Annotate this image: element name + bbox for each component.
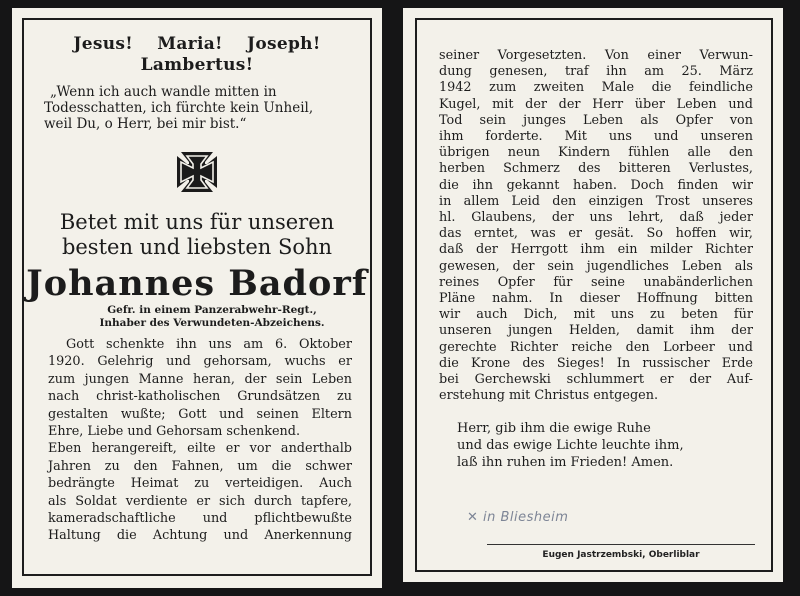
eulogy-line: wir auch Dich, mit uns zu beten für [439,307,753,323]
biography-line: zum jungen Manne heran, der sein Leben [48,371,352,387]
eulogy-line: seiner Vorgesetzten. Von einer Verwun- [439,48,753,63]
memorial-card-left [12,8,382,588]
biography-line: kameradschaftliche und pflichtbewußte [48,511,352,527]
prayer-line: und das ewige Lichte leuchte ihm, [457,438,684,454]
eulogy-line: dung genesen, traf ihn am 25. März [439,64,753,80]
rank-line: Gefr. in einem Panzerabwehr-Regt., [107,304,317,316]
prayer-line: Herr, gib ihm die ewige Ruhe [457,421,651,437]
psalm-line: Todesschatten, ich fürchte kein Unheil, [44,100,314,116]
iron-cross-icon [24,148,370,196]
invocation-name: Jesus! [73,34,134,54]
military-rank [24,304,370,330]
invocation-names [24,34,370,55]
invocation-saint: Lambertus! [140,55,254,75]
psalm-line: weil Du, o Herr, bei mir bist.“ [44,116,247,132]
invocation-name: Maria! [157,34,223,54]
biography-line: gestalten wußte; Gott und seinen Eltern [48,406,352,422]
eulogy-line: erstehung mit Christus entgegen. [439,388,659,404]
eulogy-line: gerechte Richter reiche den Lorbeer und [439,339,753,355]
eulogy-line: das erntet, was er gesät. So hoffen wir, [439,226,753,242]
deceased-name: Johannes Badorf [26,263,368,304]
eulogy-line: Kugel, mit der der Herr über Leben und [439,96,753,112]
eulogy-line: gewesen, der sein jugendliches Leben als [439,258,753,274]
biography-line: Gott schenkte ihn uns am 6. Oktober [66,337,352,352]
printer-imprint: Eugen Jastrzembski, Oberliblar [542,550,700,560]
biography-line: 1920. Gelehrig und gehorsam, wuchs er [48,354,352,370]
memorial-card-right [403,8,783,582]
psalm-quote [24,76,370,132]
rank-line: Inhaber des Verwundeten-Abzeichens. [99,317,325,329]
printer-divider [487,544,755,545]
biography-line: Jahren zu den Fahnen, um die schwer [48,458,352,474]
handwritten-note: ✕ in Bliesheim [467,510,569,525]
eulogy-line: Pläne nahm. In dieser Hoffnung bitten [439,291,753,307]
eulogy-line: die Krone des Sieges! In russischer Erde [439,355,753,371]
eulogy-line: hl. Glaubens, der uns lehrt, daß jeder [439,210,753,226]
prayer-request-line: Betet mit uns für unseren [59,210,335,234]
eulogy-line: daß der Herrgott ihm ein milder Richter [439,242,753,258]
eulogy-line: in allem Leid den einzigen Trost unseres [439,193,753,209]
eulogy-line: herben Schmerz des bitteren Verlustes, [439,161,753,177]
eulogy-line: Tod sein junges Leben als Opfer von [439,112,753,128]
biography-line: bedrängte Heimat zu verteidigen. Auch [48,476,352,492]
card-border [415,18,773,572]
eulogy-line: 1942 zum zweiten Male die feindliche [439,80,753,96]
prayer-request-line: besten und liebsten Sohn [61,235,333,259]
eulogy-line: übrigen neun Kindern fühlen alle den [439,145,753,161]
eulogy-line: ihm forderte. Mit uns und unseren [439,129,753,145]
biography-line: Haltung die Achtung und Anerkennung [48,528,352,544]
biography-line: nach christ-katholischen Grundsätzen zu [48,389,352,405]
biography-line: als Soldat verdiente er sich durch tapfere, [48,493,352,509]
prayer-request [24,210,370,260]
eulogy-line: unseren jungen Helden, damit ihm der [439,323,753,339]
eulogy-line: die ihn gekannt haben. Doch finden wir [439,177,753,193]
invocation [24,34,370,76]
eulogy-text [417,20,771,404]
biography-line: Eben herangereift, eilte er vor anderthalb [48,441,352,457]
biography-line: Ehre, Liebe und Gehorsam schenkend. [48,424,301,440]
prayer-line: laß ihn ruhen im Frieden! Amen. [457,455,674,471]
eulogy-line: reines Opfer für seine unabänderlichen [439,274,753,290]
invocation-name: Joseph! [247,34,321,54]
card-border [22,18,372,576]
biography [24,330,370,545]
eulogy-line: bei Gerchewski schlummert er der Auf- [439,372,753,388]
closing-prayer [417,404,771,471]
psalm-line: „Wenn ich auch wandle mitten in [50,84,277,100]
